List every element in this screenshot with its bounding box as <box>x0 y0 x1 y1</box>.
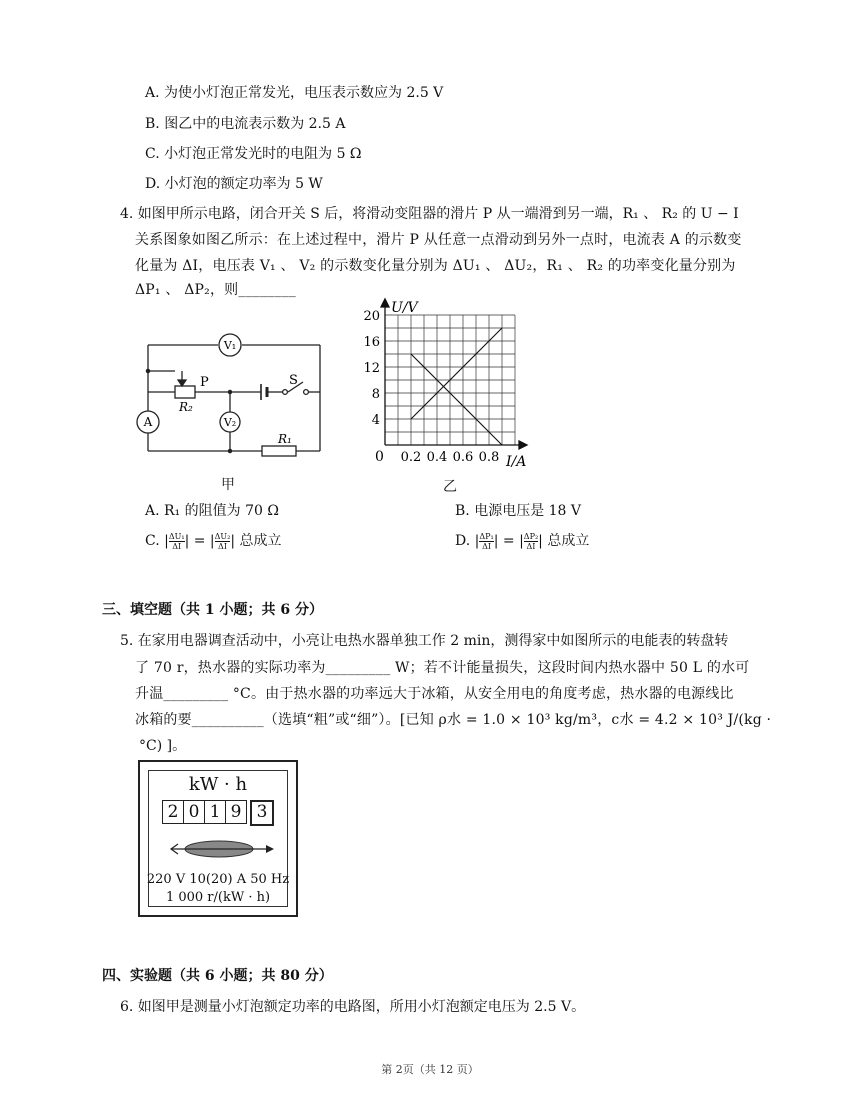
slider-p-label: P <box>200 375 209 390</box>
q3-option-a: A. 为使小灯泡正常发光，电压表示数应为 2.5 V <box>145 85 444 101</box>
meter-digit: 2 <box>162 800 184 824</box>
q4-line-1: 4. 如图甲所示电路，闭合开关 S 后，将滑动变阻器的滑片 P 从一端滑到另一端，R₁ 、 R₂ 的 U − I <box>120 206 739 222</box>
section-3-title: 三、填空题（共 1 小题；共 6 分） <box>102 602 323 618</box>
meter-digit: 0 <box>184 800 205 824</box>
q5-line-3: 升温_________ °C。由于热水器的功率远大于冰箱，从安全用电的角度考虑，热水器的电源线比 <box>135 686 734 702</box>
y-tick-label: 8 <box>371 387 380 402</box>
q4-line-3: 化量为 ΔI，电压表 V₁ 、 V₂ 的示数变化量分别为 ΔU₁ 、 ΔU₂，R₁ 、 R₂ 的功率变化量分别为 <box>135 258 736 274</box>
circuit-caption: 甲 <box>221 477 235 493</box>
y-tick-label: 4 <box>371 413 380 428</box>
q3-option-b: B. 图乙中的电流表示数为 2.5 A <box>145 116 346 132</box>
x-tick-label: 0.2 <box>400 450 422 465</box>
section-4-title: 四、实验题（共 6 小题；共 80 分） <box>102 968 333 984</box>
meter-digit-decimal: 3 <box>250 800 274 826</box>
origin-label: 0 <box>375 449 384 465</box>
q6-line-1: 6. 如图甲是测量小灯泡额定功率的电路图，所用小灯泡额定电压为 2.5 V。 <box>120 999 586 1015</box>
series-line-1 <box>411 328 502 419</box>
page-footer: 第 2页（共 12 页） <box>381 1063 479 1076</box>
x-tick-label: 0.8 <box>478 450 500 465</box>
series-line-2 <box>411 354 502 445</box>
q5-line-5: °C) ]。 <box>139 738 187 754</box>
q4-option-c: C. | $\frac{\text{ΔU₁}}{\Delta I}$ | = | $\frac{\text{ΔU₂}}{\Delta I}$ | 总成立 <box>145 531 282 551</box>
q5-line-2: 了 70 r，热水器的实际功率为_________ W；若不计能量损失，这段时间内热水器中 50 L 的水可 <box>135 660 750 676</box>
y-tick-label: 12 <box>363 361 380 376</box>
energy-meter <box>138 760 298 917</box>
q4-option-d: D. | $\frac{\text{ΔP₁}}{\Delta I}$ | = | $\frac{\text{ΔP₂}}{\Delta I}$ | 总成立 <box>455 531 590 551</box>
v1-label: V₁ <box>223 339 237 352</box>
q4-option-a: A. R₁ 的阻值为 70 Ω <box>145 503 279 519</box>
meter-digit: 9 <box>226 800 247 824</box>
q4-line-2: 关系图象如图乙所示：在上述过程中，滑片 P 从任意一点滑动到另外一点时，电流表 A 的示数变 <box>135 232 742 248</box>
y-axis-label: U/V <box>391 300 418 316</box>
x-axis-label: I/A <box>506 454 527 470</box>
meter-spec-2: 1 000 r/(kW · h) <box>165 890 271 905</box>
circuit-diagram <box>130 320 340 495</box>
q4-option-b: B. 电源电压是 18 V <box>455 503 582 519</box>
q5-line-1: 5. 在家用电器调查活动中，小亮让电热水器单独工作 2 min，测得家中如图所示的电能表的转盘转 <box>120 633 729 649</box>
r1-label: R₁ <box>278 432 292 446</box>
meter-digits <box>162 800 274 826</box>
ammeter-label: A <box>143 415 153 429</box>
q5-line-4: 冰箱的要__________（选填“粗”或“细”）。[已知 ρ水 = 1.0 × 10³ kg/m³，c水 = 4.2 × 10³ J/(kg · <box>135 712 772 728</box>
r2-label: R₂ <box>179 400 193 414</box>
q3-option-d: D. 小灯泡的额定功率为 5 W <box>145 176 323 192</box>
q4-line-4: ΔP₁ 、 ΔP₂，则________ <box>135 282 296 298</box>
meter-digit: 1 <box>205 800 226 824</box>
meter-spec-1: 220 V 10(20) A 50 Hz <box>146 872 290 887</box>
y-tick-label: 20 <box>363 309 380 324</box>
v2-label: V₂ <box>223 416 237 429</box>
switch-s-label: S <box>289 373 298 388</box>
meter-unit: kW · h <box>188 774 248 795</box>
y-tick-label: 16 <box>363 335 380 350</box>
q3-option-c: C. 小灯泡正常发光时的电阻为 5 Ω <box>145 146 362 162</box>
graph-caption: 乙 <box>443 479 457 495</box>
meter-disc-icon <box>166 834 276 864</box>
x-tick-label: 0.6 <box>452 450 474 465</box>
x-tick-label: 0.4 <box>426 450 448 465</box>
u-i-graph <box>345 295 545 475</box>
